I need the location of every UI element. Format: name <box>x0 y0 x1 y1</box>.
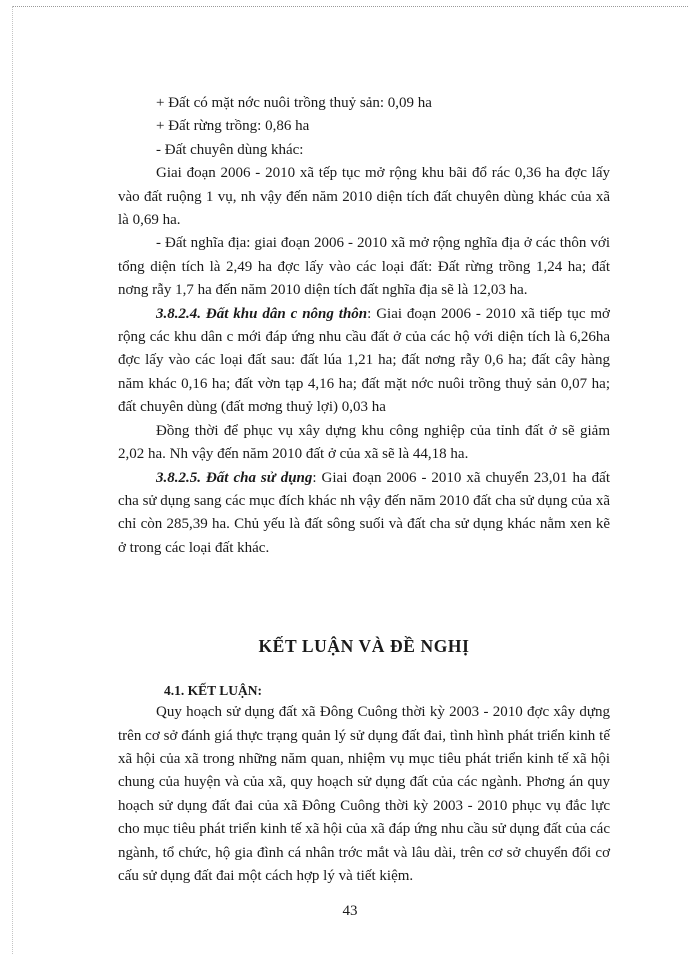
paragraph <box>118 420 610 467</box>
paragraph-text: - Đất chuyên dùng khác: <box>156 141 304 158</box>
page-number: 43 <box>342 903 358 919</box>
paragraph-text: - Đất nghĩa địa: giai đoạn 2006 - 2010 xã mở rộng nghĩa địa ở các thôn với tổng diện tích là 2,49 ha đợc lấy vào các loại đất: Đất rừng trồng 1,24 ha; đất nơng rẫy 1,7 ha đến năm 2010 diện tích đất nghĩa địa sẽ là 12,03 ha. <box>118 235 610 299</box>
section-subheading: 4.1. KẾT LUẬN: <box>164 683 263 699</box>
paragraph <box>118 139 610 162</box>
paragraph-text: Quy hoạch sử dụng đất xã Đông Cuông thời kỳ 2003 - 2010 đợc xây dựng trên cơ sở đánh giá thực trạng quản lý sử dụng đất đai, tình hình phát triển kinh tế xã hội của xã trong những năm quan, nhiệm vụ mục tiêu phát triển kinh tế xã hội chung của huyện và của xã, quy hoạch sử dụng đất của các ngành. Phơng án quy hoạch sử dụng đất đai của xã Đông Cuông thời kỳ 2003 - 2010 phục vụ đắc lực cho mục tiêu phát triển kinh tế xã hội của xã đáp ứng nhu cầu sử dụng đất của các ngành, tổ chức, hộ gia đình cá nhân trớc mắt và lâu dài, trên cơ sở chuyển đổi cơ cấu sử dụng đất đai một cách hợp lý và tiết kiệm. <box>118 704 610 884</box>
paragraph <box>118 701 610 888</box>
chapter-heading: KẾT LUẬN VÀ ĐỀ NGHỊ <box>258 636 470 657</box>
paragraph-text: Giai đoạn 2006 - 2010 xã tếp tục mở rộng khu bãi đổ rác 0,36 ha đợc lấy vào đất ruộng 1 vụ, nh vậy đến năm 2010 diện tích đất chuyên dùng khác của xã là 0,69 ha. <box>118 165 610 229</box>
paragraph-text: Đồng thời để phục vụ xây dựng khu công nghiệp của tỉnh đất ở sẽ giảm 2,02 ha. Nh vậy đến năm 2010 đất ở của xã sẽ là 44,18 ha. <box>118 422 610 463</box>
paragraph-text: + Đất rừng trồng: 0,86 ha <box>156 118 310 135</box>
paragraph <box>118 303 610 420</box>
page-border-top <box>12 6 688 7</box>
paragraph-text: + Đất có mặt nớc nuôi trồng thuỷ sản: 0,09 ha <box>156 95 432 111</box>
conclusion-section <box>118 701 610 888</box>
paragraph <box>118 467 610 561</box>
paragraph <box>118 232 610 302</box>
section-number-title: 3.8.2.4. Đất khu dân c nông thôn <box>156 305 368 322</box>
paragraph-text: : Giai đoạn 2006 - 2010 xã chuyển 23,01 ha đất cha sử dụng sang các mục đích khác nh vậy đến năm 2010 đất cha sử dụng của xã chỉ còn 285,39 ha. Chủ yếu là đất sông suối và đất cha sử dụng khác nằm xen kẽ ở trong các loại đất khác. <box>118 469 610 556</box>
paragraph <box>118 92 610 115</box>
section-number-title: 3.8.2.5. Đất cha sử dụng <box>156 469 313 486</box>
paragraph <box>118 115 610 138</box>
land-use-section <box>118 92 610 560</box>
paragraph-text: : Giai đoạn 2006 - 2010 xã tiếp tục mở rộng các khu dân c mới đáp ứng nhu cầu đất ở của các hộ với diện tích là 6,26ha đợc lấy vào các loại đất sau: đất lúa 1,21 ha; đất nơng rẫy 0,6 ha; đất cây hàng năm khác 0,16 ha; đất vờn tạp 4,16 ha; đất mặt nớc nuôi trồng thuỷ sản 0,07 ha; đất chuyên dùng (đất mơng thuỷ lợi) 0,03 ha <box>118 305 610 416</box>
page-content <box>118 92 610 888</box>
paragraph <box>118 162 610 232</box>
page-border-left <box>12 6 13 954</box>
